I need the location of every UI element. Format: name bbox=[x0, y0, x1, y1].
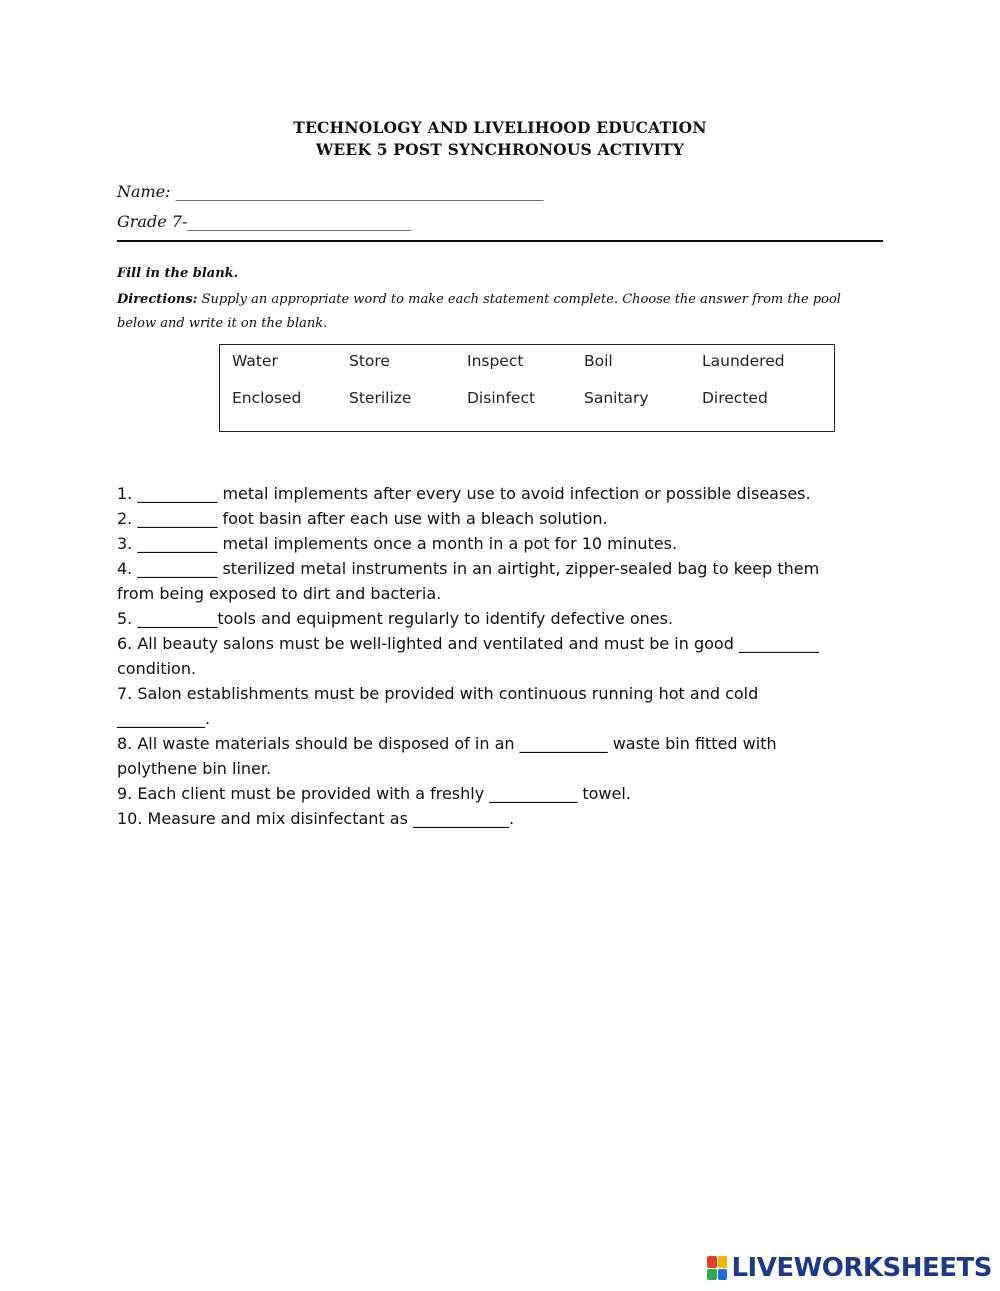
pool-word: Sterilize bbox=[349, 389, 412, 407]
word-pool-box bbox=[219, 344, 835, 432]
header-divider bbox=[117, 240, 883, 242]
pool-word: Store bbox=[349, 352, 390, 370]
liveworksheets-logo bbox=[707, 1253, 992, 1283]
pool-word: Boil bbox=[584, 352, 613, 370]
question-8-cont: polythene bin liner. bbox=[117, 759, 272, 778]
directions-label: Directions: bbox=[117, 292, 198, 307]
question-7-cont[interactable]: ___________. bbox=[117, 709, 211, 728]
question-1[interactable]: 1. __________ metal implements after every use to avoid infection or possible diseases. bbox=[117, 484, 811, 503]
pool-word: Sanitary bbox=[584, 389, 649, 407]
question-2[interactable]: 2. __________ foot basin after each use with a bleach solution. bbox=[117, 509, 608, 528]
instructions-heading: Fill in the blank. bbox=[117, 266, 239, 281]
question-7: 7. Salon establishments must be provided with continuous running hot and cold bbox=[117, 684, 759, 703]
grade-field[interactable]: Grade 7-____________________________ bbox=[117, 212, 412, 231]
pool-word: Water bbox=[232, 352, 278, 370]
liveworksheets-text: LIVEWORKSHEETS bbox=[731, 1253, 992, 1283]
question-9[interactable]: 9. Each client must be provided with a freshly ___________ towel. bbox=[117, 784, 631, 803]
question-list bbox=[117, 481, 887, 831]
pool-word: Laundered bbox=[702, 352, 785, 370]
question-6-cont: condition. bbox=[117, 659, 197, 678]
pool-word: Enclosed bbox=[232, 389, 302, 407]
pool-word: Disinfect bbox=[467, 389, 536, 407]
question-8[interactable]: 8. All waste materials should be disposed of in an ___________ waste bin fitted with bbox=[117, 734, 777, 753]
question-4[interactable]: 4. __________ sterilized metal instruments in an airtight, zipper-sealed bag to keep them bbox=[117, 559, 820, 578]
question-3[interactable]: 3. __________ metal implements once a month in a pot for 10 minutes. bbox=[117, 534, 678, 553]
question-6[interactable]: 6. All beauty salons must be well-lighted and ventilated and must be in good __________ bbox=[117, 634, 819, 653]
document-title: TECHNOLOGY AND LIVELIHOOD EDUCATION bbox=[293, 118, 707, 137]
pool-word: Directed bbox=[702, 389, 768, 407]
question-10[interactable]: 10. Measure and mix disinfectant as ____________. bbox=[117, 809, 515, 828]
document-subtitle: WEEK 5 POST SYNCHRONOUS ACTIVITY bbox=[315, 140, 685, 159]
directions-text: Supply an appropriate word to make each statement complete. Choose the answer from the pool below and write it on the blank. bbox=[117, 292, 841, 331]
question-5[interactable]: 5. __________tools and equipment regularly to identify defective ones. bbox=[117, 609, 674, 628]
directions bbox=[117, 288, 877, 336]
pool-word: Inspect bbox=[467, 352, 524, 370]
name-field[interactable]: Name: ______________________________________________ bbox=[117, 182, 544, 201]
question-4-cont: from being exposed to dirt and bacteria. bbox=[117, 584, 442, 603]
liveworksheets-icon bbox=[707, 1256, 727, 1280]
